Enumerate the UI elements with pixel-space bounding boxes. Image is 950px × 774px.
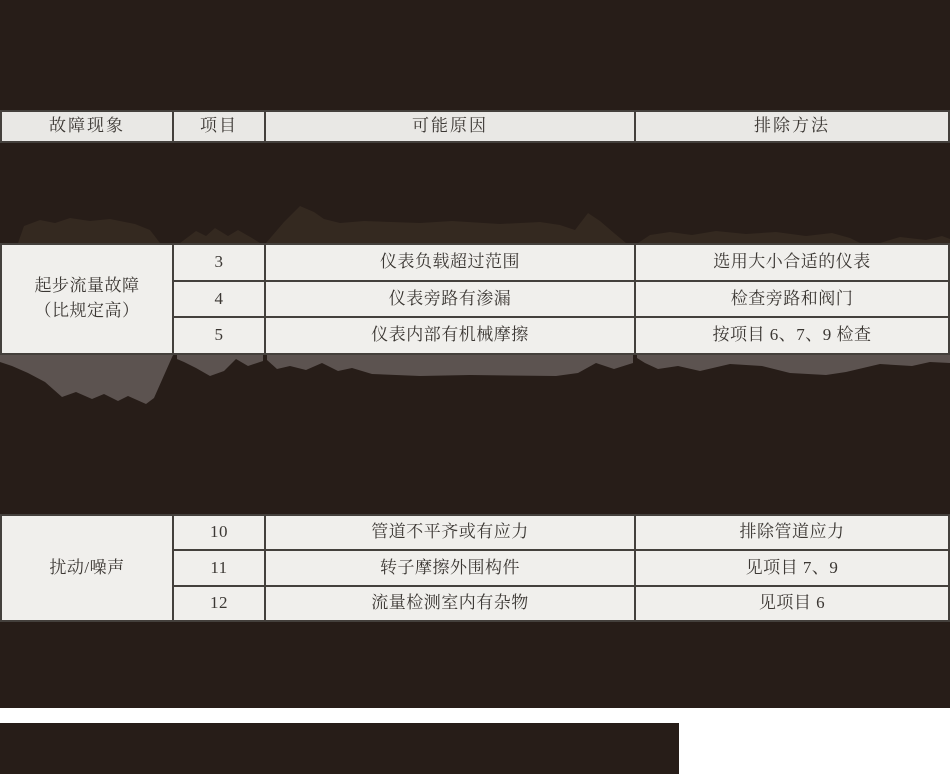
row-cause: 仪表内部有机械摩擦 xyxy=(266,318,634,353)
torn-shape xyxy=(266,206,626,243)
row-cause: 仪表旁路有渗漏 xyxy=(266,282,634,317)
torn-shape xyxy=(638,231,860,243)
page-bottom-dark-block xyxy=(0,723,679,774)
torn-shape xyxy=(180,228,260,243)
row-item-number: 4 xyxy=(174,282,264,317)
torn-shape xyxy=(177,355,263,376)
row-remedy: 选用大小合适的仪表 xyxy=(636,245,948,280)
row-cause: 流量检测室内有杂物 xyxy=(266,587,634,620)
torn-shape xyxy=(0,355,173,404)
header-remedy: 排除方法 xyxy=(636,112,948,141)
header-fault-phenomenon: 故障现象 xyxy=(2,112,172,141)
torn-edge-bottom xyxy=(0,355,950,417)
row-remedy: 按项目 6、7、9 检查 xyxy=(636,318,948,353)
table-header-row xyxy=(0,110,950,143)
row-remedy: 检查旁路和阀门 xyxy=(636,282,948,317)
header-item-number: 项目 xyxy=(174,112,264,141)
header-possible-cause: 可能原因 xyxy=(266,112,634,141)
group-label-line2: （比规定高） xyxy=(34,301,140,320)
table-section-noise xyxy=(0,514,950,622)
row-cause: 仪表负载超过范围 xyxy=(266,245,634,280)
row-item-number: 11 xyxy=(174,551,264,584)
group-label-line1: 起步流量故障 xyxy=(34,276,140,296)
table-section-startup-flow xyxy=(0,243,950,355)
row-remedy: 见项目 6 xyxy=(636,587,948,620)
torn-shape xyxy=(637,355,950,375)
torn-shape xyxy=(18,218,160,243)
row-remedy: 排除管道应力 xyxy=(636,516,948,549)
torn-shape xyxy=(267,355,633,376)
group-label-line1: 扰动/噪声 xyxy=(49,557,125,577)
row-cause: 管道不平齐或有应力 xyxy=(266,516,634,549)
group-label-startup-flow xyxy=(2,245,172,353)
row-item-number: 3 xyxy=(174,245,264,280)
row-item-number: 5 xyxy=(174,318,264,353)
torn-edge-top xyxy=(0,195,950,243)
row-item-number: 12 xyxy=(174,587,264,620)
row-remedy: 见项目 7、9 xyxy=(636,551,948,584)
torn-shape xyxy=(880,236,950,243)
row-item-number: 10 xyxy=(174,516,264,549)
group-label-noise xyxy=(2,516,172,620)
row-cause: 转子摩擦外围构件 xyxy=(266,551,634,584)
